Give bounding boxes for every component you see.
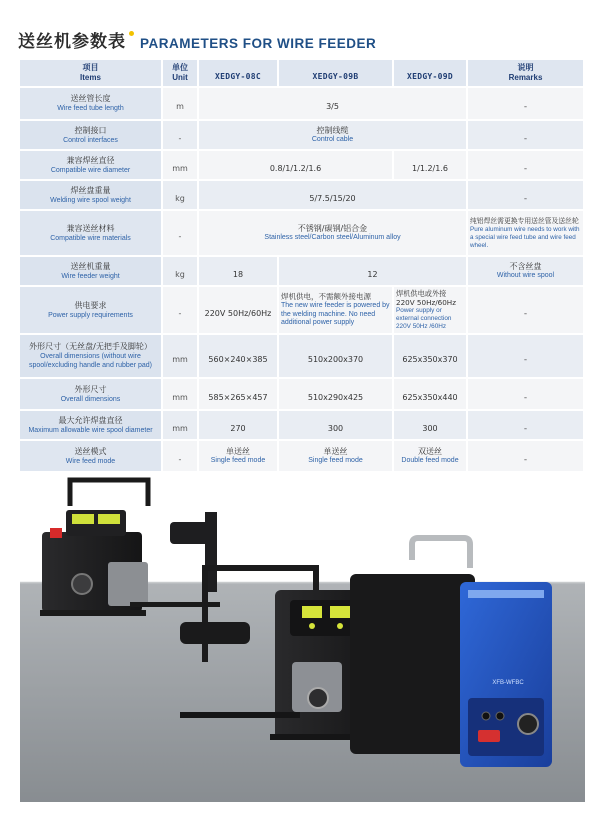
row-value [279, 379, 394, 409]
row-value [394, 287, 468, 333]
row-value [199, 287, 279, 333]
cell-value-cn: 双送丝 [418, 446, 442, 456]
row-label-cn: 最大允许焊盘直径 [58, 415, 123, 425]
cell-value: 625x350x370 [402, 354, 458, 364]
cell-value: 510x290x425 [307, 392, 364, 402]
row-value [199, 335, 279, 377]
remark-value: - [523, 423, 528, 434]
row-label-cn: 焊丝盘重量 [70, 185, 111, 195]
row-unit [163, 181, 199, 209]
remark-value: - [523, 454, 528, 465]
row-value [279, 287, 394, 333]
cell-value-en: Double feed mode [401, 456, 459, 464]
title-chinese: 送丝机参数表 [18, 32, 126, 52]
row-value [199, 257, 279, 285]
header-items-cn: 项目 [82, 63, 99, 72]
row-label [20, 257, 163, 285]
cell-value: 220V 50Hz/60Hz [204, 308, 272, 318]
row-unit [163, 441, 199, 471]
row-remark [468, 379, 583, 409]
row-value [279, 441, 394, 471]
table-header-row [20, 60, 583, 86]
unit-value: - [178, 133, 182, 143]
row-label [20, 411, 163, 439]
row-value [394, 335, 468, 377]
row-label-en: Overall dimensions (without wire spool/excluding handle and rubber pad) [29, 353, 152, 369]
header-model-2 [279, 60, 394, 86]
row-value [394, 441, 468, 471]
unit-value: m [176, 102, 184, 111]
row-label-cn: 外形尺寸 [74, 384, 107, 394]
row-value [394, 379, 468, 409]
row-remark [468, 335, 583, 377]
model-2-label: XEDGY-09B [312, 71, 359, 81]
title-dot-icon [129, 31, 134, 36]
header-items [20, 60, 163, 86]
row-label-cn: 外形尺寸（无丝盘/无把手及脚轮） [29, 342, 152, 351]
remark-cn: 不含丝盘 [509, 261, 542, 271]
cell-value-en: Single feed mode [308, 456, 363, 464]
header-remarks-en: Remarks [508, 73, 543, 82]
unit-value: mm [172, 423, 188, 433]
row-label-en: Welding wire spool weight [50, 196, 131, 204]
row-value [199, 211, 468, 255]
model-1-label: XEDGY-08C [214, 71, 262, 81]
cell-value-cn: 不锈钢/碳钢/铝合金 [297, 223, 368, 233]
unit-value: - [178, 231, 182, 241]
row-label-cn: 送丝机重量 [70, 261, 111, 271]
unit-value: kg [175, 193, 185, 203]
row-value [199, 181, 468, 209]
unit-value: - [178, 454, 182, 464]
row-unit [163, 88, 199, 119]
row-label [20, 181, 163, 209]
row-remark [468, 211, 583, 255]
header-model-1 [199, 60, 279, 86]
row-remark [468, 257, 583, 285]
header-items-en: Items [80, 73, 101, 82]
cell-value-cn: 单送丝 [226, 446, 250, 456]
row-label-en: Wire feed tube length [57, 105, 124, 112]
cell-value: 18 [232, 269, 244, 279]
row-value [199, 121, 468, 149]
remark-value: - [523, 102, 528, 112]
remark-value: - [523, 133, 528, 144]
row-value [394, 151, 468, 179]
cell-value: 3/5 [326, 102, 339, 111]
row-unit [163, 335, 199, 377]
header-remarks [468, 60, 583, 86]
row-remark [468, 287, 583, 333]
row-unit [163, 287, 199, 333]
header-remarks-cn: 说明 [517, 63, 534, 72]
remark-value: - [523, 354, 528, 365]
cell-value-en: Single feed mode [210, 456, 266, 464]
table-row [20, 335, 583, 377]
row-value [279, 335, 394, 377]
cell-value: 300 [422, 423, 438, 433]
row-remark [468, 151, 583, 179]
remark-value: - [523, 392, 528, 403]
model-3-label: XEDGY-09D [406, 71, 454, 81]
cell-value: 510x200x370 [307, 354, 364, 364]
table-row [20, 257, 583, 285]
row-label-en: Wire feeder weight [61, 272, 120, 280]
cell-value: 0.8/1/1.2/1.6 [269, 163, 322, 173]
table-row [20, 379, 583, 409]
row-label [20, 335, 163, 377]
row-value [199, 88, 468, 119]
remark-value: - [523, 163, 528, 174]
unit-value: kg [175, 269, 185, 279]
cell-value-en: Power supply or external connection 220V 50Hz /60Hz [396, 307, 452, 330]
row-label [20, 151, 163, 179]
remark-en: Pure aluminum wire needs to work with a special wire feed tube and wire feed wheel. [470, 225, 580, 249]
cell-value: 560×240×385 [208, 354, 268, 364]
remark-en: Without wire spool [496, 271, 555, 279]
cell-value-en: The new wire feeder is powered by the welding machine. No need additional power supply [281, 302, 390, 327]
row-label [20, 441, 163, 471]
row-unit [163, 379, 199, 409]
row-label [20, 121, 163, 149]
row-label-en: Wire feed mode [65, 457, 116, 465]
unit-value: mm [172, 354, 188, 364]
unit-value: mm [172, 163, 188, 173]
row-label-cn: 控制接口 [74, 125, 107, 135]
header-model-3 [394, 60, 468, 86]
row-remark [468, 411, 583, 439]
table-row [20, 181, 583, 209]
header-unit [163, 60, 199, 86]
title-english: PARAMETERS FOR WIRE FEEDER [140, 36, 377, 51]
unit-value: - [178, 308, 182, 318]
parameters-table [20, 58, 583, 473]
cell-value-cn: 焊机供电，不需额外接电源 [281, 292, 371, 302]
cell-value-cn: 单送丝 [323, 446, 348, 456]
row-remark [468, 121, 583, 149]
cell-value-en: Stainless steel/Carbon steel/Aluminum alloy [264, 233, 401, 241]
page-header [18, 22, 376, 52]
row-label-en: Compatible wire diameter [50, 166, 131, 174]
row-value [394, 411, 468, 439]
row-value [199, 151, 394, 179]
cell-value-en: Control cable [311, 135, 354, 143]
cell-value-cn: 焊机供电或外接 220V 50Hz/60Hz [396, 289, 456, 307]
panel-label: XFB-WFBC [492, 680, 524, 686]
remark-value: - [523, 193, 528, 204]
row-value [279, 411, 394, 439]
table-row [20, 121, 583, 149]
product-photo [20, 472, 585, 802]
row-value [199, 441, 279, 471]
row-label-en: Power supply requirements [48, 311, 133, 319]
row-unit [163, 121, 199, 149]
row-unit [163, 411, 199, 439]
row-label-cn: 供电要求 [74, 300, 107, 310]
row-label-cn: 兼容送丝材料 [66, 223, 115, 233]
table-row [20, 151, 583, 179]
table-row [20, 411, 583, 439]
row-label-cn: 兼容焊丝直径 [66, 155, 115, 165]
row-label-en: Maximum allowable wire spool diameter [28, 426, 153, 434]
remark-cn: 纯铝焊丝需更换专用送丝管及送丝轮 [470, 216, 579, 225]
remark-value: - [523, 308, 528, 319]
header-unit-en: Unit [172, 73, 188, 82]
row-label [20, 211, 163, 255]
row-label [20, 287, 163, 333]
wire-feeders-illustration [20, 472, 585, 802]
row-unit [163, 211, 199, 255]
row-label-en: Control interfaces [63, 136, 118, 144]
table-row [20, 287, 583, 333]
row-label [20, 88, 163, 119]
row-remark [468, 181, 583, 209]
row-value [199, 379, 279, 409]
header-unit-cn: 单位 [172, 63, 188, 72]
row-remark [468, 441, 583, 471]
row-value [279, 257, 468, 285]
row-label-en: Compatible wire materials [50, 234, 131, 242]
cell-value-cn: 控制线缆 [316, 125, 349, 135]
row-unit [163, 151, 199, 179]
row-label-cn: 送丝模式 [74, 446, 107, 456]
row-label [20, 379, 163, 409]
cell-value: 625x350x440 [402, 392, 458, 402]
cell-value: 1/1.2/1.6 [412, 163, 448, 173]
cell-value: 300 [327, 423, 344, 433]
cell-value: 585×265×457 [208, 392, 268, 402]
table-row [20, 88, 583, 119]
cell-value: 12 [367, 269, 378, 279]
cell-value: 270 [230, 423, 246, 433]
unit-value: mm [172, 392, 188, 402]
row-label-en: Overall dimensions [60, 395, 121, 403]
row-label-cn: 送丝管长度 [70, 94, 111, 103]
table-row [20, 211, 583, 255]
row-remark [468, 88, 583, 119]
table-row [20, 441, 583, 471]
row-value [199, 411, 279, 439]
cell-value: 5/7.5/15/20 [309, 193, 356, 203]
row-unit [163, 257, 199, 285]
